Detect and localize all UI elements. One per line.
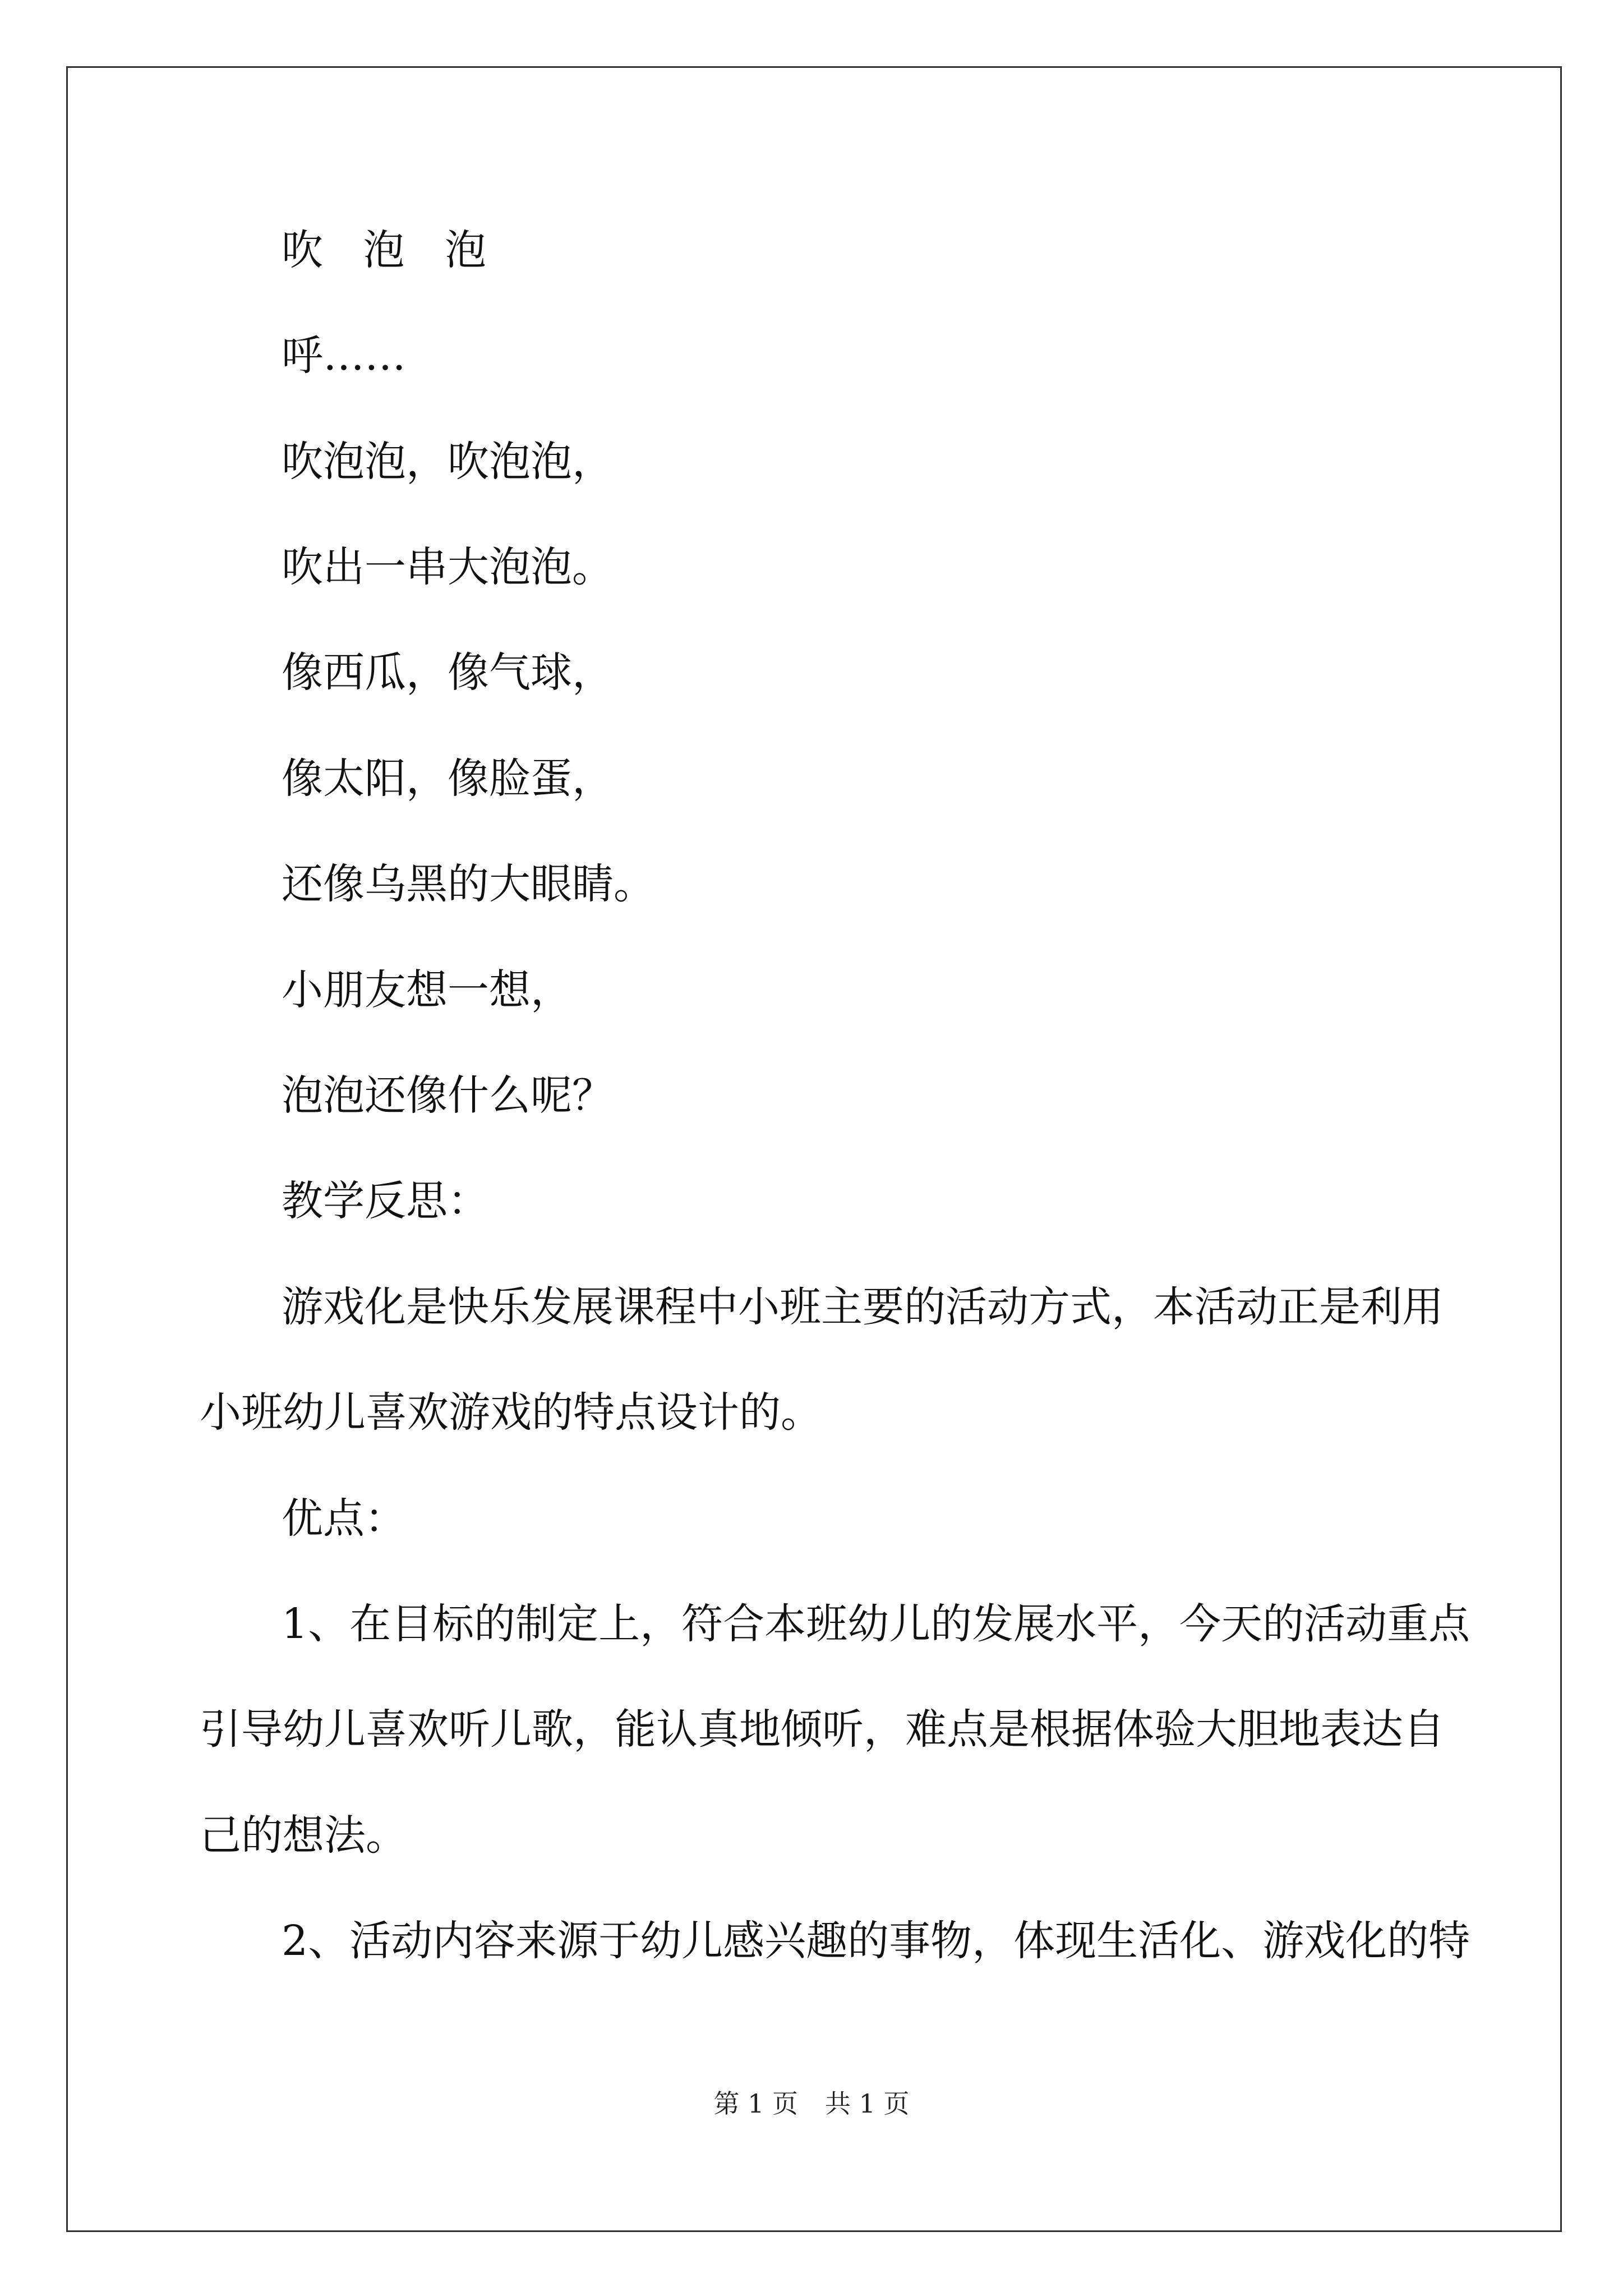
paragraph-1-line-1: 游戏化是快乐发展课程中小班主要的活动方式，本活动正是利用: [282, 1283, 1444, 1331]
section-heading-reflection: 教学反思：: [282, 1177, 489, 1225]
page-number: 第 1 页: [713, 2088, 798, 2119]
poem-line-7: 小朋友想一想，: [282, 966, 572, 1014]
poem-title: 吹 泡 泡: [282, 226, 500, 274]
page-total: 共 1 页: [825, 2088, 910, 2119]
poem-line-1: 呼……: [282, 332, 406, 380]
page-border: [66, 66, 1562, 2232]
poem-line-6: 还像乌黑的大眼睛。: [282, 860, 655, 908]
paragraph-1-line-2: 小班幼儿喜欢游戏的特点设计的。: [200, 1388, 822, 1437]
poem-line-8: 泡泡还像什么呢？: [282, 1071, 614, 1120]
poem-line-5: 像太阳，像脸蛋，: [282, 754, 614, 803]
point-1-line-2: 引导幼儿喜欢听儿歌，能认真地倾听，难点是根据体验大胆地表达自: [200, 1705, 1445, 1754]
point-2-line-1: 2、活动内容来源于幼儿感兴趣的事物，体现生活化、游戏化的特: [282, 1917, 1470, 1965]
point-1-line-3: 己的想法。: [200, 1811, 407, 1860]
section-heading-advantages: 优点：: [282, 1494, 406, 1543]
poem-line-3: 吹出一串大泡泡。: [282, 543, 614, 591]
poem-line-2: 吹泡泡，吹泡泡，: [282, 438, 614, 486]
point-1-line-1: 1、在目标的制定上，符合本班幼儿的发展水平，今天的活动重点: [282, 1600, 1470, 1648]
page-footer: [0, 2087, 1623, 2120]
poem-line-4: 像西瓜，像气球，: [282, 648, 614, 697]
